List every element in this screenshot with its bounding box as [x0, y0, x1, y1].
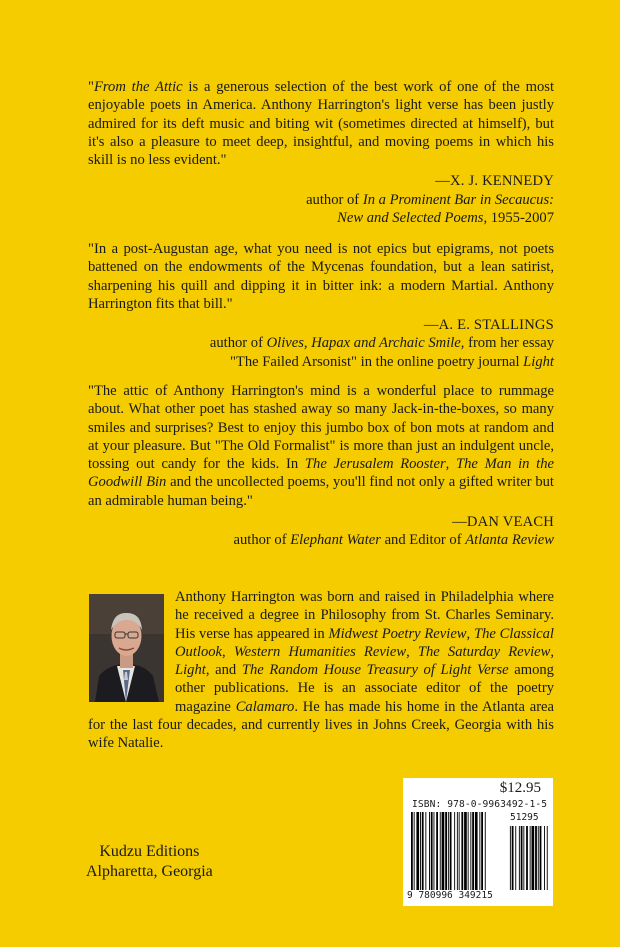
attribution: —A. E. STALLINGS author of Olives, Hapax and Archaic Smile, from her essay "The Failed Arsonist" in the online poetry journal Light [88, 316, 554, 371]
attribution-name: —A. E. STALLINGS [423, 317, 554, 334]
barcode-bar [468, 812, 469, 890]
publisher-city: Alpharetta, Georgia [86, 863, 213, 880]
barcode-bar [425, 812, 426, 890]
blurb-quote: "In a post-Augustan age, what you need is not epics but epigrams, not poets battened on the endowments of the Mycenas foundation, but a lean satirist, sharpening his quill and dipping it in bitter ink: a modern Martial. Anthony Harrington fits that bill." [88, 241, 554, 312]
addon-bar [530, 826, 531, 890]
ean-digits: 9 780996 349215 [407, 890, 493, 901]
barcode-bar [454, 812, 455, 890]
barcode-bar [442, 812, 445, 890]
barcode-bar [479, 812, 480, 890]
blurb-quote: "From the Attic is a generous selection of the best work of one of the most enjoyable poets in America. Anthony Harrington's light verse has been justly admired for its deft music and biting wit (sometimes directed at himself), but it's also a pleasure to meet deep, insightful, and moving poems in which his skill is no less evident." [88, 79, 554, 169]
addon-bar [526, 826, 528, 890]
addon-bar [540, 826, 542, 890]
isbn-label: ISBN: 978-0-9963492-1-5 [412, 799, 548, 810]
author-portrait-icon [89, 594, 164, 702]
barcode-bar [485, 812, 486, 890]
blurb-quote: "The attic of Anthony Harrington's mind is a wonderful place to rummage about. What other poet has stashed away so many Jack-in-the-boxes, so many smiles and surprises? Best to enjoy this jumbo box of bon mots at random and at your pleasure. But "The Old Formalist" is more than just an indulgent uncle, tossing out candy for the kids. In The Jerusalem Rooster, The Man in the Goodwill Bin and the uncollected poems, you'll find not only a gifted writer but an admirable human being." [88, 383, 554, 509]
publisher-imprint [86, 842, 213, 882]
barcode-bar [420, 812, 421, 890]
barcode-bar [481, 812, 483, 890]
barcode-bar [475, 812, 478, 890]
barcode-bar [416, 812, 419, 890]
barcode-bar [434, 812, 435, 890]
addon-bar [521, 826, 523, 890]
author-photo [89, 594, 164, 702]
barcode-bar [436, 812, 438, 890]
blurb-stallings [88, 240, 554, 371]
barcode-bar [450, 812, 452, 890]
barcode-bar [459, 812, 460, 890]
addon-bar [547, 826, 548, 890]
addon-bar [532, 826, 535, 890]
barcode-bar [472, 812, 474, 890]
barcode-bar [429, 812, 430, 890]
attribution-name: —DAN VEACH [452, 514, 554, 531]
barcode-bars [411, 812, 549, 892]
publisher-name: Kudzu Editions [99, 843, 200, 860]
attribution-name: —X. J. KENNEDY [435, 173, 554, 190]
blurb-kennedy [88, 78, 554, 227]
barcode-bar [457, 812, 458, 890]
addon-bar [512, 826, 514, 890]
barcode-bar [464, 812, 467, 890]
addon-bar [519, 826, 520, 890]
attribution: —X. J. KENNEDY author of In a Prominent Bar in Secaucus: New and Selected Poems, 1955-2007 [88, 172, 554, 227]
addon-bar [535, 826, 537, 890]
barcode-bar [422, 812, 424, 890]
addon-bar [510, 826, 511, 890]
barcode-bar [470, 812, 471, 890]
barcode-bar [414, 812, 415, 890]
barcode-bar [411, 812, 413, 890]
addon-bar [515, 826, 516, 890]
addon-bar [538, 826, 539, 890]
barcode-bar [448, 812, 449, 890]
addon-bar [544, 826, 545, 890]
barcode-bar [431, 812, 433, 890]
attribution: —DAN VEACH author of Elephant Water and Editor of Atlanta Review [88, 513, 554, 550]
barcode-box [403, 778, 553, 906]
barcode-bar [445, 812, 447, 890]
price-label: $12.95 [499, 780, 541, 796]
blurb-veach [88, 382, 554, 550]
addon-bar [523, 826, 524, 890]
barcode-bar [461, 812, 463, 890]
author-bio: Anthony Harrington was born and raised in Philadelphia where he received a degree in Philosophy from St. Charles Seminary. His verse has appeared in Midwest Poetry Review, The Classical Outlook, Western Humanities Review, The Saturday Review, Light, and The Random House Treasury of Light Verse among other publications. He is an associate editor of the poetry magazine Calamaro. He has made his home in the Atlanta area for the last four decades, and currently lives in Johns Creek, Georgia with his wife Natalie. [88, 589, 555, 752]
addon-digits: 51295 [510, 812, 539, 823]
barcode-bar [440, 812, 441, 890]
